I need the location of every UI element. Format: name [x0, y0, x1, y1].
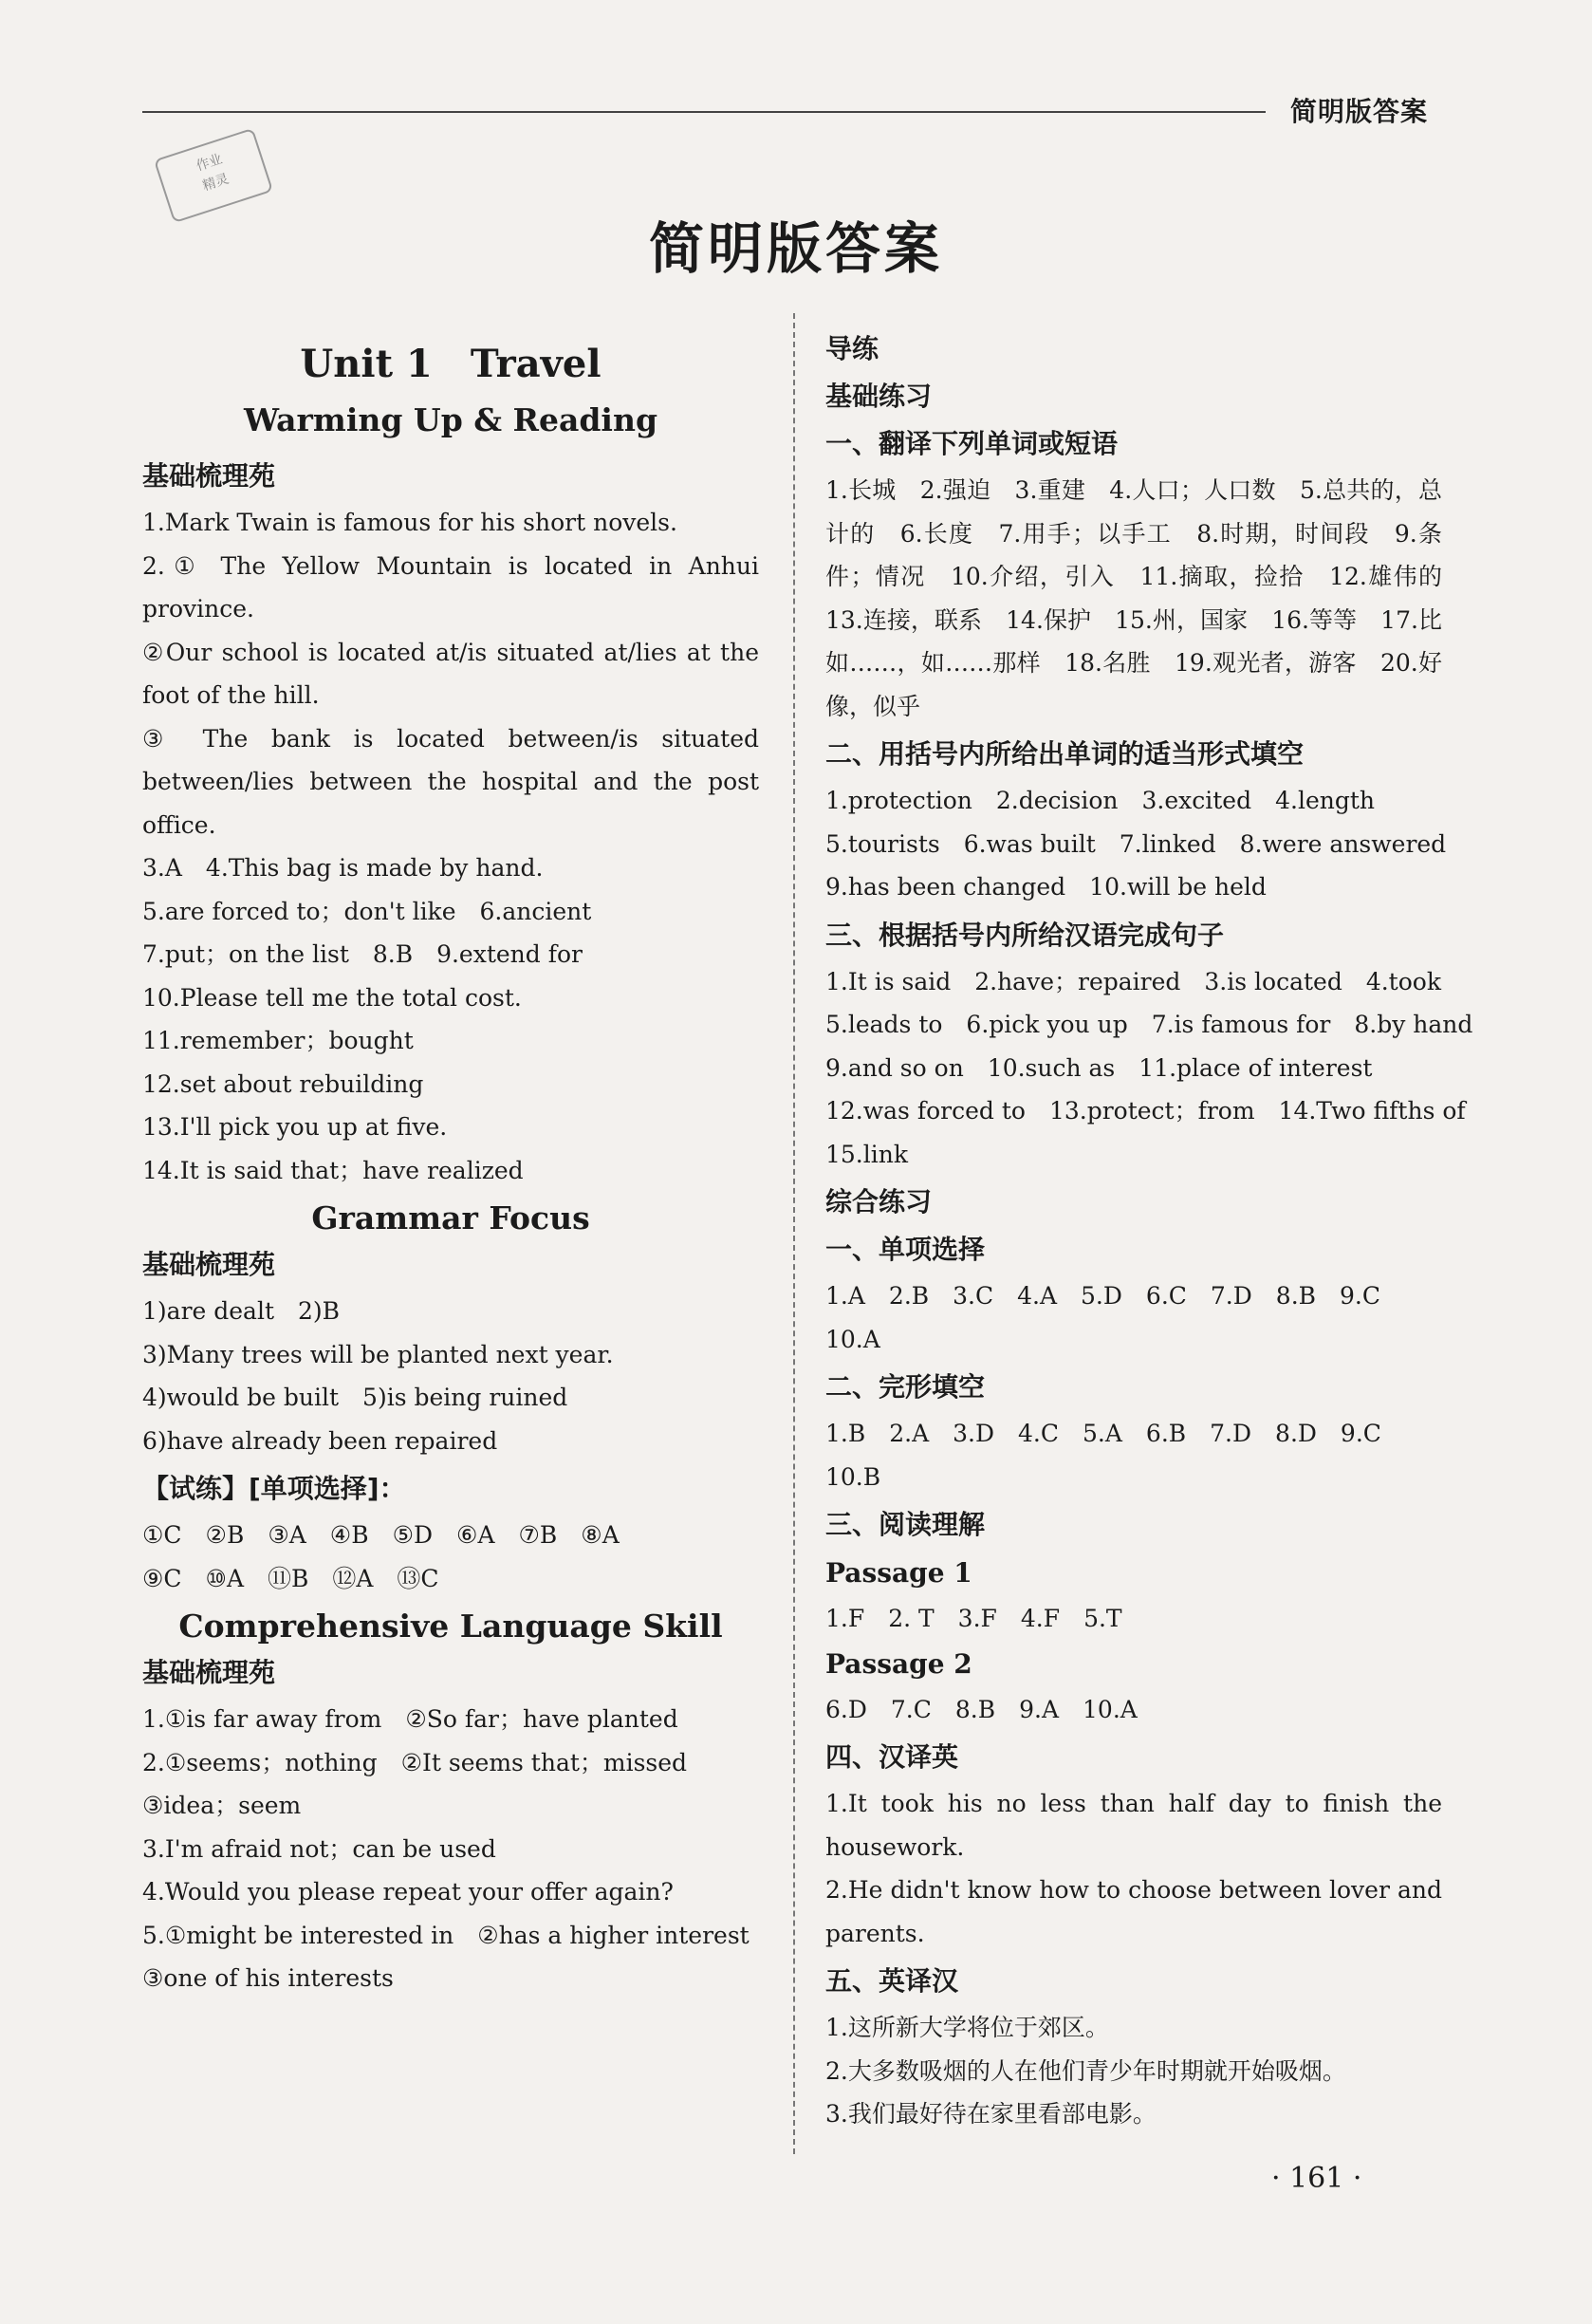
answer-line: ③ The bank is located between/is situated between/lies between the hospital and the post office. — [142, 724, 759, 839]
question-heading: 一、翻译下列单词或短语 — [825, 428, 1119, 459]
answer-line: 3.I'm afraid not；can be used — [142, 1834, 496, 1863]
answer-line: 9.and so on 10.such as 11.place of interest — [825, 1053, 1373, 1082]
practice-heading: 【试练】[单项选择]： — [142, 1473, 406, 1504]
answer-line: 2.① The Yellow Mountain is located in Anhui province. — [142, 551, 759, 623]
comprehensive-practice-heading: 综合练习 — [825, 1186, 933, 1218]
answer-line: 3.A 4.This bag is made by hand. — [142, 854, 544, 882]
answer-line: 1.It took his no less than half day to finish the housework. — [825, 1790, 1442, 1861]
question-heading: 三、根据括号内所给汉语完成句子 — [825, 919, 1225, 951]
answer-line: 14.It is said that；have realized — [142, 1156, 524, 1184]
answer-line: 2.大多数吸烟的人在他们青少年时期就开始吸烟。 — [825, 2056, 1346, 2085]
answer-line: ③idea；seem — [142, 1792, 302, 1819]
section-title-comprehensive: Comprehensive Language Skill — [178, 1608, 723, 1645]
unit-title: Unit 1 Travel — [300, 342, 602, 386]
answer-line: ②Our school is located at/is situated at/lies at the foot of the hill. — [142, 638, 759, 709]
question-heading: 二、用括号内所给出单词的适当形式填空 — [825, 738, 1305, 770]
answer-line: 1.B 2.A 3.D 4.C 5.A 6.B 7.D 8.D 9.C — [825, 1420, 1381, 1447]
passage-label: Passage 1 — [825, 1557, 972, 1589]
answer-block: 1.长城 2.强迫 3.重建 4.人口；人口数 5.总共的，总计的 6.长度 7.用手；以手工 8.时期，时间段 9.条件；情况 10.介绍，引入 11.摘取，捡拾 12.雄伟的 13.连接，联系 14.保护 15.州，国家 16.等等 17.比如……，如……那样 18.名胜 19.观光者，游客 20.好像，似乎 — [825, 476, 1467, 720]
answer-line: ⑨C ⑩A ⑪B ⑫A ⑬C — [142, 1564, 439, 1592]
answer-line: 1)are dealt 2)B — [142, 1297, 341, 1325]
answer-line: 10.A — [825, 1325, 880, 1353]
answer-line: 1.①is far away from ②So far；have planted — [142, 1705, 678, 1733]
answer-line: 6)have already been repaired — [142, 1426, 498, 1455]
answer-line: 1.A 2.B 3.C 4.A 5.D 6.C 7.D 8.B 9.C — [825, 1282, 1380, 1310]
question-heading: 一、单项选择 — [825, 1234, 986, 1265]
passage-label: Passage 2 — [825, 1647, 972, 1680]
stamp-line-2: 精灵 — [200, 171, 231, 195]
answer-line: 4)would be built 5)is being ruined — [142, 1384, 568, 1411]
header-rule — [142, 111, 1266, 113]
answer-line: 11.remember；bought — [142, 1027, 414, 1054]
answer-line: ③one of his interests — [142, 1964, 394, 1992]
question-heading: 三、阅读理解 — [825, 1509, 986, 1540]
answer-line: 1.Mark Twain is famous for his short novels. — [142, 509, 677, 536]
stamp-line-1: 作业 — [194, 151, 225, 175]
answer-line: 1.F 2. T 3.F 4.F 5.T — [825, 1605, 1122, 1632]
answer-line: 1.这所新大学将位于郊区。 — [825, 2014, 1109, 2041]
answer-line: 12.was forced to 13.protect；from 14.Two fifths of — [825, 1097, 1466, 1125]
section-heading: 基础梳理苑 — [142, 460, 276, 492]
question-heading: 五、英译汉 — [825, 1965, 959, 1997]
answer-line: 3)Many trees will be planted next year. — [142, 1340, 614, 1368]
question-heading: 二、完形填空 — [825, 1371, 986, 1403]
column-divider — [793, 313, 795, 2154]
answer-line: 12.set about rebuilding — [142, 1069, 424, 1098]
answer-line: 7.put；on the list 8.B 9.extend for — [142, 940, 583, 968]
guide-heading: 导练 — [825, 333, 879, 364]
answer-line: 6.D 7.C 8.B 9.A 10.A — [825, 1695, 1138, 1723]
left-column — [142, 323, 759, 2000]
answer-line: 10.B — [825, 1462, 881, 1491]
answer-line: 13.I'll pick you up at five. — [142, 1113, 448, 1141]
section-title-warming-up: Warming Up & Reading — [243, 401, 658, 438]
answer-line: 5.tourists 6.was built 7.linked 8.were answered — [825, 829, 1447, 858]
answer-line: 3.我们最好待在家里看部电影。 — [825, 2100, 1157, 2128]
header-label: 简明版答案 — [1290, 96, 1429, 127]
page-title: 简明版答案 — [648, 216, 943, 281]
answer-line: 9.has been changed 10.will be held — [825, 873, 1267, 901]
section-heading: 基础梳理苑 — [142, 1249, 276, 1280]
section-heading: 基础梳理苑 — [142, 1657, 276, 1688]
answer-line: 1.protection 2.decision 3.excited 4.length — [825, 787, 1376, 814]
answer-line: 5.①might be interested in ②has a higher interest — [142, 1921, 750, 1949]
section-title-grammar: Grammar Focus — [311, 1199, 590, 1236]
answer-line: 1.It is said 2.have；repaired 3.is located 4.took — [825, 967, 1441, 995]
answer-line: 4.Would you please repeat your offer again? — [142, 1878, 674, 1906]
question-heading: 四、汉译英 — [825, 1741, 959, 1773]
answer-line: 5.leads to 6.pick you up 7.is famous for 8.by hand — [825, 1011, 1473, 1038]
answer-line: ①C ②B ③A ④B ⑤D ⑥A ⑦B ⑧A — [142, 1521, 620, 1549]
answer-line: 5.are forced to；don't like 6.ancient — [142, 897, 592, 925]
answer-line: 10.Please tell me the total cost. — [142, 983, 522, 1012]
answer-line: 2.He didn't know how to choose between lover and parents. — [825, 1876, 1442, 1947]
answer-line: 15.link — [825, 1140, 908, 1168]
basic-practice-heading: 基础练习 — [825, 381, 933, 412]
page-number: · 161 · — [1271, 2162, 1362, 2195]
answer-line: 2.①seems；nothing ②It seems that；missed — [142, 1748, 688, 1776]
right-column — [825, 323, 1473, 2136]
